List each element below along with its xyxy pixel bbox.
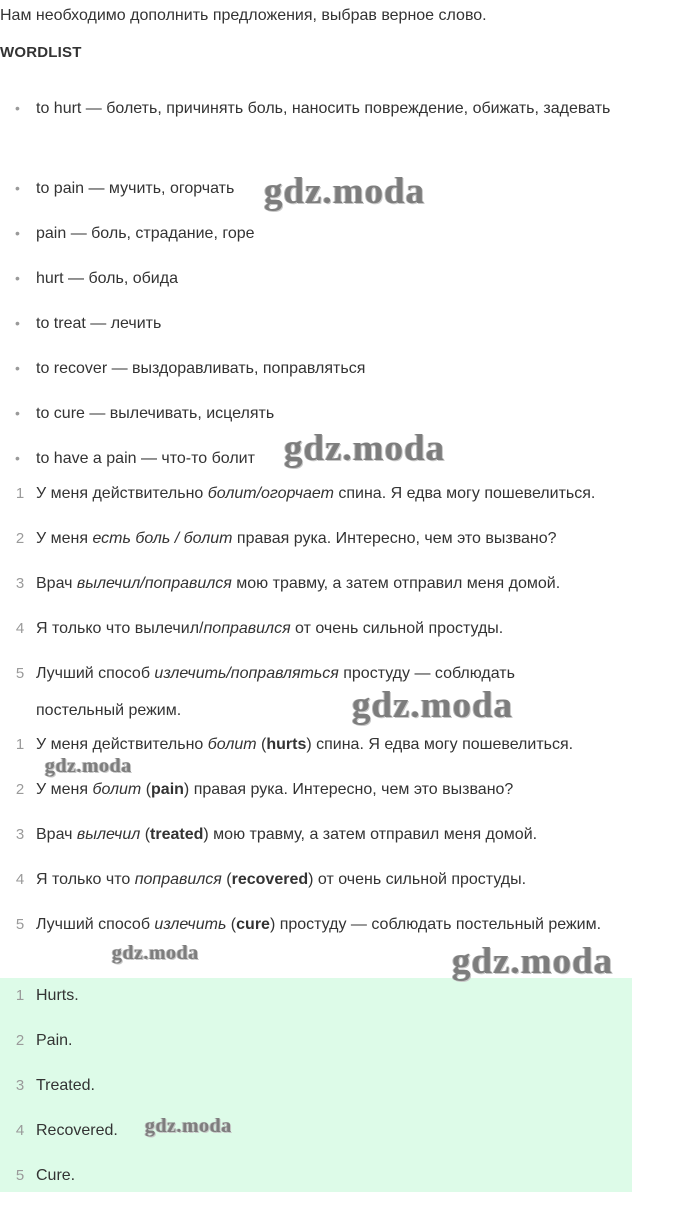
exercise-text: Врач вылечил/поправился мою травму, а затем отправил меня домой. — [36, 575, 561, 592]
list-item-text: to recover — выздоравливать, поправляться — [36, 360, 366, 377]
item-number: 5 — [15, 916, 25, 933]
bullet-icon: • — [15, 100, 20, 116]
intro-text: Нам необходимо дополнить предложения, выбрав верное слово. — [0, 7, 487, 24]
exercise-text: У меня действительно болит/огорчает спина. Я едва могу пошевелиться. — [36, 485, 596, 502]
watermark-logo: gdz.moda — [352, 685, 514, 726]
item-number: 1 — [15, 736, 25, 753]
answer-text: Cure. — [36, 1167, 76, 1184]
watermark-logo: gdz.moda — [45, 755, 132, 777]
item-number: 2 — [15, 781, 25, 798]
item-number: 3 — [15, 1077, 25, 1094]
item-number: 4 — [15, 1122, 25, 1139]
translation-text: Врач вылечил (treated) мою травму, а затем отправил меня домой. — [36, 826, 538, 843]
list-item — [0, 86, 680, 176]
item-number: 5 — [15, 1167, 25, 1184]
list-item-text: to treat — лечить — [36, 315, 162, 332]
list-item-text: to hurt — болеть, причинять боль, наносить повреждение, обижать, задевать — [36, 100, 611, 117]
bullet-icon: • — [15, 225, 20, 241]
bullet-icon: • — [15, 360, 20, 376]
exercise-text: Лучший способ излечить/поправляться простуду — соблюдать постельный режим. — [36, 665, 515, 719]
watermark-logo: gdz.moda — [284, 428, 446, 469]
exercise-text: Я только что вылечил/поправился от очень сильной простуды. — [36, 620, 504, 637]
answer-text: Recovered. — [36, 1122, 118, 1139]
watermark-logo: gdz.moda — [452, 941, 614, 982]
item-number: 2 — [15, 1032, 25, 1049]
exercise-text: У меня есть боль / болит правая рука. Интересно, чем это вызвано? — [36, 530, 557, 547]
item-number: 2 — [15, 530, 25, 547]
translation-text: У меня болит (pain) правая рука. Интересно, чем это вызвано? — [36, 781, 514, 798]
translation-text: Лучший способ излечить (cure) простуду — соблюдать постельный режим. — [36, 916, 602, 933]
answer-text: Treated. — [36, 1077, 95, 1094]
watermark-logo: gdz.moda — [145, 1115, 232, 1137]
watermark-logo: gdz.moda — [112, 942, 199, 964]
list-item-text: hurt — боль, обида — [36, 270, 178, 287]
watermark-logo: gdz.moda — [264, 171, 426, 212]
item-number: 1 — [15, 485, 25, 502]
bullet-icon: • — [15, 450, 20, 466]
answer-text: Pain. — [36, 1032, 73, 1049]
translation-text: У меня действительно болит (hurts) спина. Я едва могу пошевелиться. — [36, 736, 574, 753]
item-number: 4 — [15, 620, 25, 637]
list-item-text: to cure — вылечивать, исцелять — [36, 405, 275, 422]
item-number: 3 — [15, 575, 25, 592]
item-number: 1 — [15, 987, 25, 1004]
wordlist-heading: WORDLIST — [0, 44, 82, 61]
answer-text: Hurts. — [36, 987, 79, 1004]
item-number: 4 — [15, 871, 25, 888]
bullet-icon: • — [15, 405, 20, 421]
list-item-text: pain — боль, страдание, горе — [36, 225, 255, 242]
item-number: 5 — [15, 665, 25, 682]
item-number: 3 — [15, 826, 25, 843]
bullet-icon: • — [15, 315, 20, 331]
bullet-icon: • — [15, 270, 20, 286]
answer-block — [0, 978, 632, 1192]
list-item-text: to have a pain — что-то болит — [36, 450, 255, 467]
list-item-text: to pain — мучить, огорчать — [36, 180, 235, 197]
translation-text: Я только что поправился (recovered) от очень сильной простуды. — [36, 871, 527, 888]
bullet-icon: • — [15, 180, 20, 196]
